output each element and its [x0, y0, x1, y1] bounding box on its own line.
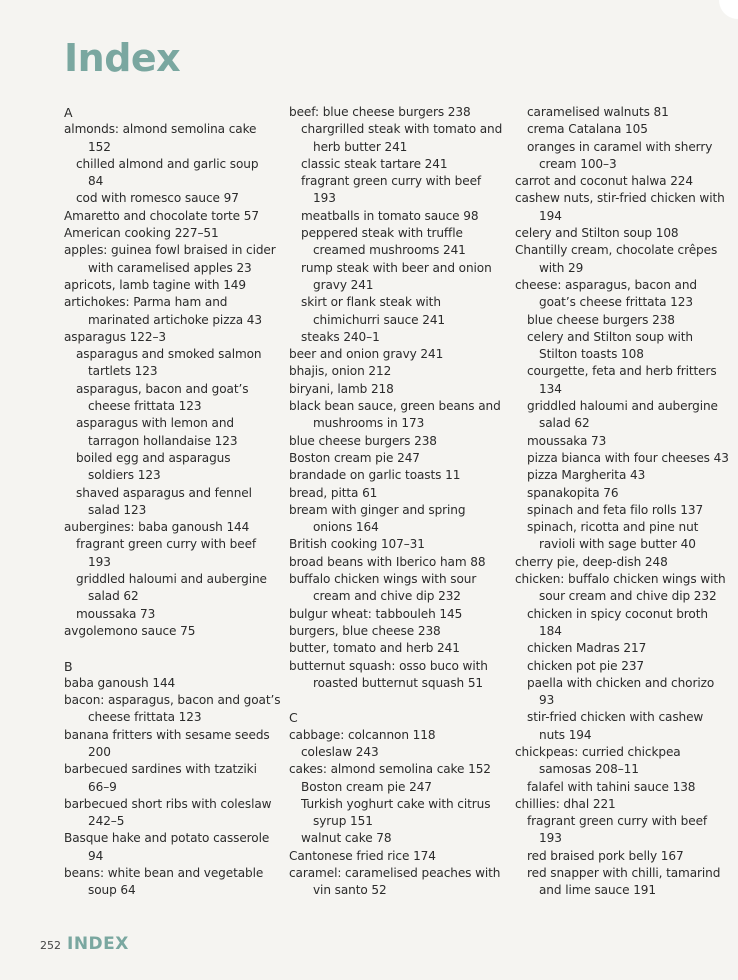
index-entry-continuation: onions 164: [313, 520, 379, 535]
index-subentry: spanakopita 76: [527, 485, 619, 500]
index-entry-continuation: mushrooms in 173: [313, 416, 425, 431]
index-subentry: shaved asparagus and fennel: [76, 485, 252, 500]
index-subentry: walnut cake 78: [301, 831, 392, 846]
index-entry: caramel: caramelised peaches with: [289, 866, 501, 881]
index-entry-continuation: ravioli with sage butter 40: [539, 537, 696, 552]
index-subentry: meatballs in tomato sauce 98: [301, 208, 479, 223]
index-subentry: falafel with tahini sauce 138: [527, 779, 696, 794]
index-entry-continuation: chimichurri sauce 241: [313, 312, 446, 327]
index-entry: burgers, blue cheese 238: [289, 623, 441, 638]
index-entry-continuation: goat’s cheese frittata 123: [539, 295, 693, 310]
index-subentry: fragrant green curry with beef: [76, 537, 257, 552]
page-number: 252: [40, 939, 61, 952]
section-gap: [289, 692, 525, 709]
index-entry-continuation: 242–5: [88, 814, 125, 829]
index-entry: cherry pie, deep-dish 248: [515, 554, 668, 569]
index-subentry: chilled almond and garlic soup: [76, 156, 259, 171]
index-subentry: asparagus, bacon and goat’s: [76, 381, 249, 396]
index-entry: bread, pitta 61: [289, 485, 378, 500]
index-entry-continuation: with 29: [539, 260, 584, 275]
index-entry-continuation: vin santo 52: [313, 883, 387, 898]
index-entry-continuation: 152: [88, 139, 111, 154]
index-subentry: skirt or flank steak with: [301, 295, 441, 310]
index-entry: banana fritters with sesame seeds: [64, 727, 270, 742]
index-entry: beef: blue cheese burgers 238: [289, 105, 471, 119]
index-entry-continuation: salad 123: [88, 502, 147, 517]
index-entry-continuation: with caramelised apples 23: [88, 260, 252, 275]
index-entry-continuation: gravy 241: [313, 277, 374, 292]
index-subentry: red braised pork belly 167: [527, 848, 684, 863]
index-column-3: [515, 104, 738, 900]
index-entry: British cooking 107–31: [289, 537, 425, 552]
index-subentry: peppered steak with truffle: [301, 226, 463, 241]
index-entry: butternut squash: osso buco with: [289, 658, 488, 673]
index-entry-continuation: 184: [539, 623, 562, 638]
index-entry-continuation: tartlets 123: [88, 364, 158, 379]
index-entry-continuation: nuts 194: [539, 727, 592, 742]
index-entry: Amaretto and chocolate torte 57: [64, 208, 259, 223]
index-entry-continuation: 94: [88, 848, 104, 863]
index-entry-continuation: 193: [313, 191, 336, 206]
page-title: Index: [64, 36, 181, 80]
index-subentry: Turkish yoghurt cake with citrus: [301, 796, 491, 811]
index-entry-continuation: Stilton toasts 108: [539, 347, 644, 362]
index-entry-continuation: cream and chive dip 232: [313, 589, 461, 604]
index-entry: chicken: buffalo chicken wings with: [515, 572, 726, 587]
index-subentry: griddled haloumi and aubergine: [527, 399, 718, 414]
index-column-1: [64, 104, 300, 900]
index-entry: asparagus 122–3: [64, 329, 166, 344]
index-subentry: fragrant green curry with beef: [527, 814, 708, 829]
index-subentry: asparagus with lemon and: [76, 416, 235, 431]
index-subentry: chicken pot pie 237: [527, 658, 645, 673]
index-entry: American cooking 227–51: [64, 226, 219, 241]
index-entry-continuation: 193: [539, 831, 562, 846]
index-entry: barbecued short ribs with coleslaw: [64, 796, 272, 811]
index-entry: barbecued sardines with tzatziki: [64, 762, 257, 777]
index-entry: cakes: almond semolina cake 152: [289, 762, 491, 777]
index-subentry: rump steak with beer and onion: [301, 260, 492, 275]
section-letter: A: [64, 105, 73, 120]
index-entry-continuation: cream 100–3: [539, 156, 617, 171]
index-entry-continuation: 66–9: [88, 779, 117, 794]
index-subentry: griddled haloumi and aubergine: [76, 572, 267, 587]
index-subentry: courgette, feta and herb fritters: [527, 364, 717, 379]
index-entry: cabbage: colcannon 118: [289, 727, 436, 742]
index-entry-continuation: marinated artichoke pizza 43: [88, 312, 262, 327]
index-entry-continuation: 193: [88, 554, 111, 569]
index-entry: brandade on garlic toasts 11: [289, 468, 461, 483]
index-column-2: [289, 104, 525, 900]
index-entry-continuation: samosas 208–11: [539, 762, 639, 777]
index-entry-continuation: syrup 151: [313, 814, 373, 829]
index-entry: almonds: almond semolina cake: [64, 122, 257, 137]
index-entry-continuation: creamed mushrooms 241: [313, 243, 466, 258]
index-entry: bream with ginger and spring: [289, 502, 466, 517]
index-entry: Basque hake and potato casserole: [64, 831, 270, 846]
index-subentry: moussaka 73: [527, 433, 607, 448]
section-gap: [64, 640, 300, 657]
index-subentry: celery and Stilton soup with: [527, 329, 693, 344]
index-entry: biryani, lamb 218: [289, 381, 394, 396]
index-subentry: classic steak tartare 241: [301, 156, 448, 171]
index-entry-continuation: herb butter 241: [313, 139, 408, 154]
index-entry-continuation: roasted butternut squash 51: [313, 675, 484, 690]
index-subentry: spinach and feta filo rolls 137: [527, 502, 704, 517]
index-entry: beer and onion gravy 241: [289, 347, 444, 362]
index-entry: bhajis, onion 212: [289, 364, 392, 379]
index-subentry: steaks 240–1: [301, 329, 380, 344]
index-entry-continuation: cheese frittata 123: [88, 399, 202, 414]
index-subentry: spinach, ricotta and pine nut: [527, 520, 699, 535]
index-subentry: pizza bianca with four cheeses 43: [527, 450, 729, 465]
index-entry: beans: white bean and vegetable: [64, 866, 264, 881]
page-footer: [40, 934, 129, 954]
index-subentry: cod with romesco sauce 97: [76, 191, 239, 206]
index-entry: chillies: dhal 221: [515, 796, 616, 811]
index-subentry: pizza Margherita 43: [527, 468, 646, 483]
index-entry: Cantonese fried rice 174: [289, 848, 436, 863]
index-entry: bulgur wheat: tabbouleh 145: [289, 606, 463, 621]
index-subentry: oranges in caramel with sherry: [527, 139, 713, 154]
index-subentry: asparagus and smoked salmon: [76, 347, 262, 362]
index-entry-continuation: cheese frittata 123: [88, 710, 202, 725]
index-entry-continuation: sour cream and chive dip 232: [539, 589, 717, 604]
index-subentry: moussaka 73: [76, 606, 156, 621]
index-entry-continuation: 134: [539, 381, 562, 396]
index-entry: blue cheese burgers 238: [289, 433, 437, 448]
index-entry: cashew nuts, stir-fried chicken with: [515, 191, 725, 206]
index-subentry: coleslaw 243: [301, 744, 379, 759]
index-subentry: stir-fried chicken with cashew: [527, 710, 704, 725]
index-entry-continuation: salad 62: [539, 416, 590, 431]
section-letter: B: [64, 658, 73, 674]
index-entry-continuation: salad 62: [88, 589, 139, 604]
index-entry: aubergines: baba ganoush 144: [64, 520, 250, 535]
index-subentry: crema Catalana 105: [527, 122, 648, 137]
index-entry: Chantilly cream, chocolate crêpes: [515, 243, 718, 258]
index-entry-continuation: and lime sauce 191: [539, 883, 656, 898]
index-subentry: boiled egg and asparagus: [76, 450, 231, 465]
index-entry: carrot and coconut halwa 224: [515, 174, 693, 189]
index-entry-continuation: 84: [88, 174, 104, 189]
index-subentry: blue cheese burgers 238: [527, 312, 675, 327]
index-entry: baba ganoush 144: [64, 675, 176, 690]
index-entry-continuation: 200: [88, 744, 111, 759]
index-entry: Boston cream pie 247: [289, 450, 420, 465]
index-entry: cheese: asparagus, bacon and: [515, 277, 697, 292]
index-entry-continuation: tarragon hollandaise 123: [88, 433, 238, 448]
index-subentry: red snapper with chilli, tamarind: [527, 866, 721, 881]
index-subentry: chargrilled steak with tomato and: [301, 122, 503, 137]
index-subentry: chicken in spicy coconut broth: [527, 606, 708, 621]
index-entry-continuation: 93: [539, 693, 555, 708]
index-entry-continuation: soup 64: [88, 883, 136, 898]
index-subentry: caramelised walnuts 81: [527, 105, 669, 119]
running-head: INDEX: [67, 934, 129, 954]
index-entry: apricots, lamb tagine with 149: [64, 277, 246, 292]
section-letter: C: [289, 710, 298, 726]
index-entry: artichokes: Parma ham and: [64, 295, 228, 310]
index-entry: bacon: asparagus, bacon and goat’s: [64, 693, 281, 708]
index-entry: chickpeas: curried chickpea: [515, 744, 681, 759]
index-entry-continuation: soldiers 123: [88, 468, 161, 483]
page-corner: [716, 0, 738, 22]
index-subentry: chicken Madras 217: [527, 641, 647, 656]
index-entry: broad beans with Iberico ham 88: [289, 554, 486, 569]
index-entry-continuation: 194: [539, 208, 562, 223]
index-subentry: paella with chicken and chorizo: [527, 675, 715, 690]
index-subentry: fragrant green curry with beef: [301, 174, 482, 189]
index-subentry: Boston cream pie 247: [301, 779, 432, 794]
index-entry: apples: guinea fowl braised in cider: [64, 243, 276, 258]
index-entry: avgolemono sauce 75: [64, 623, 196, 638]
index-entry: butter, tomato and herb 241: [289, 641, 460, 656]
index-entry: celery and Stilton soup 108: [515, 226, 679, 241]
index-entry: black bean sauce, green beans and: [289, 399, 501, 414]
index-entry: buffalo chicken wings with sour: [289, 572, 477, 587]
